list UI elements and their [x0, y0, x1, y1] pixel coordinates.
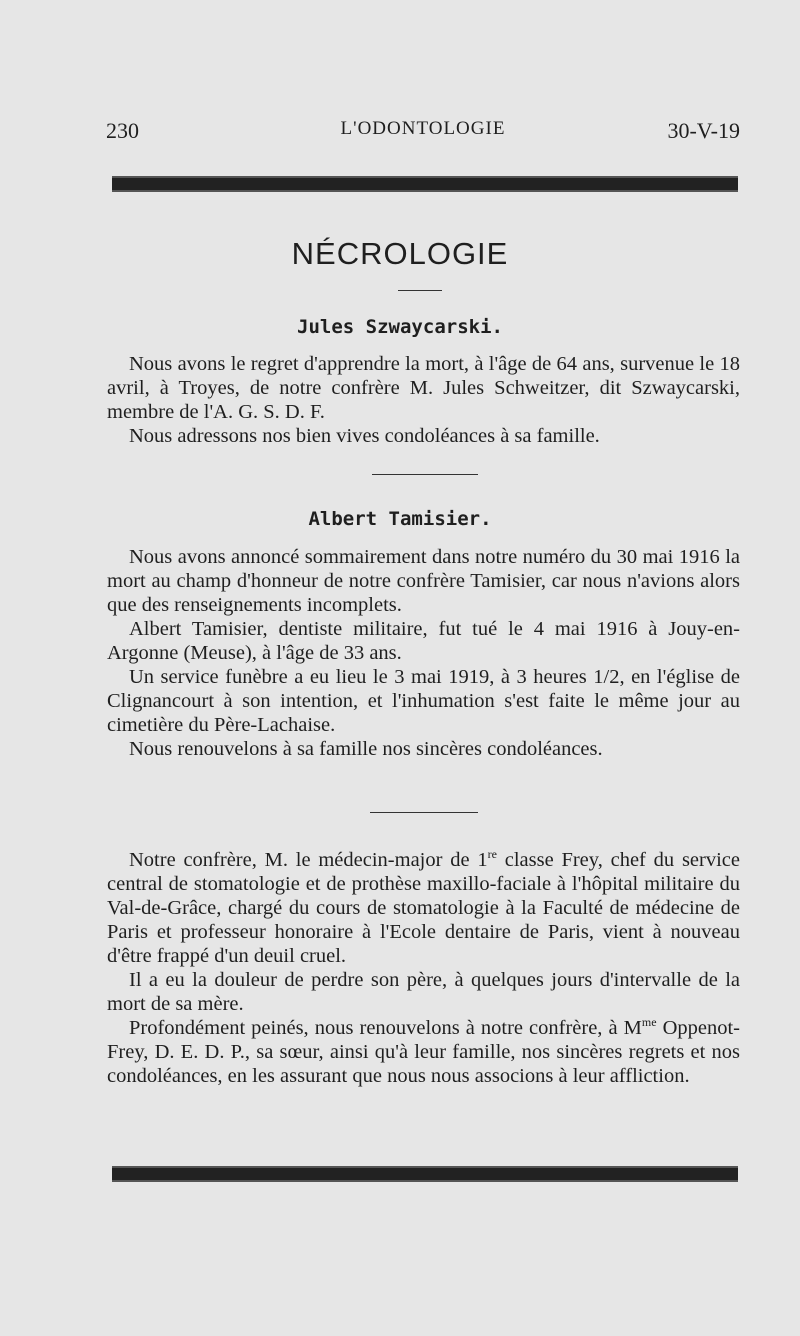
paragraph — [107, 848, 740, 968]
paragraph: Nous avons le regret d'apprendre la mort, à l'âge de 64 ans, survenue le 18 avril, à Troyes, de notre confrère M. Jules Schweitzer, dit Szwaycarski, membre de l'A. G. S. D. F. — [107, 353, 740, 423]
paragraph: Albert Tamisier, dentiste militaire, fut tué le 4 mai 1916 à Jouy-en-Argonne (Meuse), à l'âge de 33 ans. — [107, 618, 740, 664]
text-run: Oppenot-Frey, D. E. D. P., sa sœur, ainsi qu'à leur famille, nos sincères regrets et nos condoléances, en les assurant que nous nous associons à leur affliction. — [107, 1017, 740, 1087]
text-run: classe Frey, chef du service central de stomatologie et de prothèse maxillo-faciale à l'hôpital militaire du Val-de-Grâce, chargé du cours de stomatologie à la Faculté de médecine de Paris et professeur honoraire à l'Ecole dentaire de Paris, vient à nouveau d'être frappé d'un deuil cruel. — [107, 849, 740, 967]
paragraph: Il a eu la douleur de perdre son père, à quelques jours d'intervalle de la mort de sa mère. — [107, 969, 740, 1015]
superscript: me — [641, 1015, 657, 1030]
notice-heading-szwaycarski: Jules Szwaycarski. — [297, 316, 503, 338]
top-ornamental-rule — [112, 176, 738, 192]
notice-body-tamisier — [107, 545, 740, 761]
section-title: NÉCROLOGIE — [291, 236, 509, 271]
page-number: 230 — [106, 118, 139, 143]
text-run: Notre confrère, M. le médecin-major de 1 — [129, 849, 488, 871]
paragraph — [107, 1016, 740, 1088]
separator-rule — [372, 474, 478, 475]
journal-title: L'ODONTOLOGIE — [340, 118, 506, 139]
title-underline-rule — [398, 290, 442, 291]
paragraph: Un service funèbre a eu lieu le 3 mai 1919, à 3 heures 1/2, en l'église de Clignancourt à son intention, et l'inhumation s'est faite le même jour au cimetière du Père-Lachaise. — [107, 666, 740, 736]
notice-heading-tamisier: Albert Tamisier. — [308, 508, 492, 530]
notice-body-frey — [107, 848, 740, 1088]
paragraph: Nous avons annoncé sommairement dans notre numéro du 30 mai 1916 la mort au champ d'honneur de notre confrère Tamisier, car nous n'avions alors que des renseignements incomplets. — [107, 546, 740, 616]
text-run: Profondément peinés, nous renouvelons à notre confrère, à M — [129, 1017, 642, 1039]
notice-body-szwaycarski — [107, 352, 740, 448]
bottom-ornamental-rule — [112, 1166, 738, 1182]
paragraph: Nous adressons nos bien vives condoléances à sa famille. — [129, 425, 600, 447]
paragraph: Nous renouvelons à sa famille nos sincères condoléances. — [129, 738, 603, 760]
running-header — [106, 118, 740, 144]
superscript: re — [487, 847, 497, 862]
separator-rule — [370, 812, 478, 813]
issue-date: 30-V-19 — [667, 118, 740, 143]
